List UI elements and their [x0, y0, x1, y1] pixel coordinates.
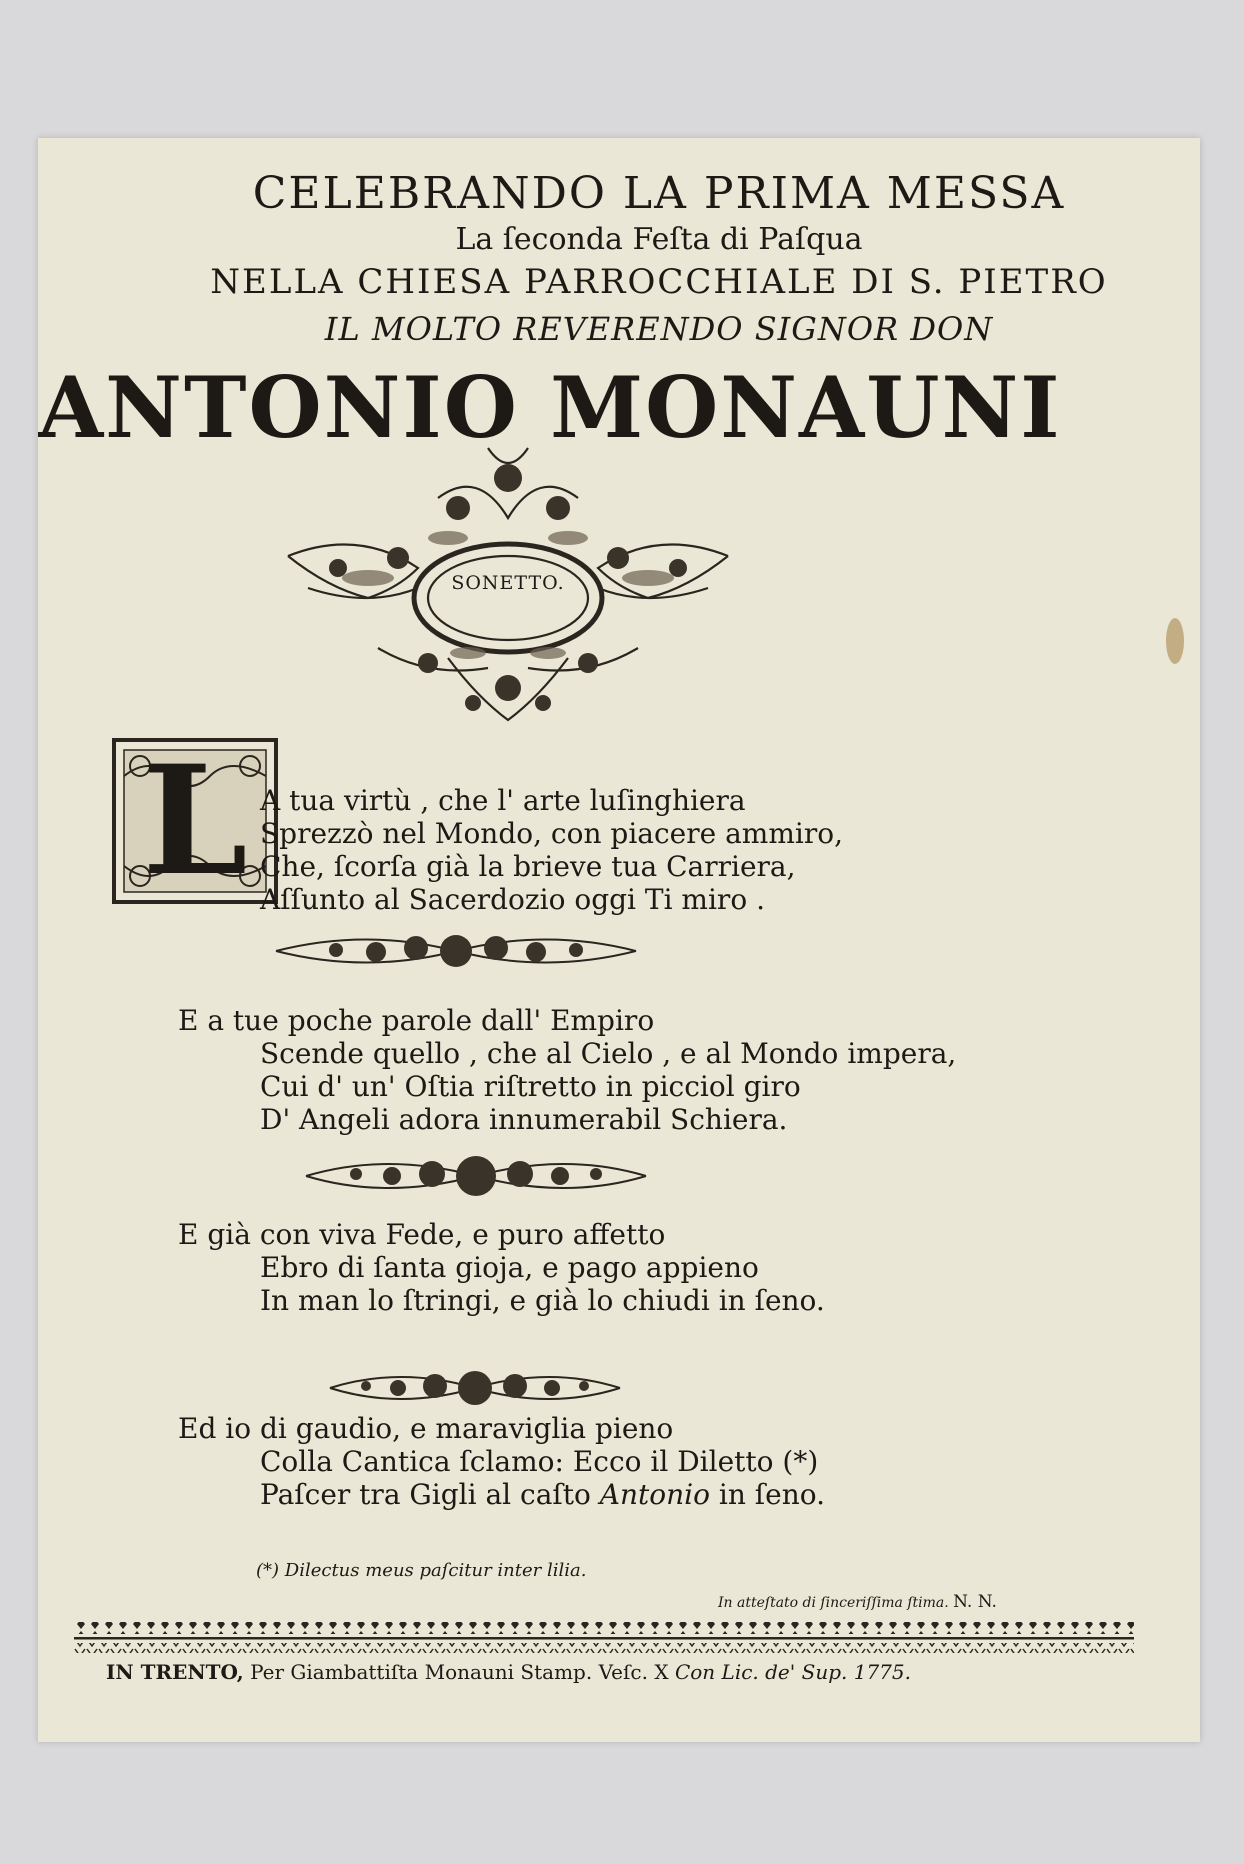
- broadside-sheet: [38, 138, 1200, 1742]
- title-line-4: IL MOLTO REVERENDO SIGNOR DON: [324, 310, 994, 348]
- stanza-4-line-3-end: in ſeno.: [709, 1478, 826, 1511]
- title-line-2: La ſeconda Feſta di Paſqua: [455, 222, 863, 257]
- sonetto-label: SONETTO.: [451, 572, 565, 594]
- attestation-text: In atteſtato di ſinceriſſima ſtima.: [718, 1595, 949, 1611]
- stanza-2-line-4: D' Angeli adora innumerabil Schiera.: [260, 1103, 788, 1136]
- paper-stain: [1166, 618, 1184, 664]
- ornamental-border-icon: [74, 1618, 1134, 1658]
- stanza-4-line-3-start: Paſcer tra Gigli al caſto: [260, 1478, 600, 1511]
- imprint-year: 1775.: [853, 1660, 911, 1684]
- stanza-1-line-1: A tua virtù , che l' arte luſinghiera: [260, 784, 746, 817]
- imprint-license: Con Lic. de' Sup.: [674, 1660, 848, 1684]
- stanza-1-line-2: Sprezzò nel Mondo, con piacere ammiro,: [260, 817, 843, 850]
- stanza-3-line-2: Ebro di ſanta gioja, e pago appieno: [260, 1251, 759, 1284]
- stanza-2-line-1: E a tue poche parole dall' Empiro: [178, 1004, 655, 1037]
- stanza-2-line-3: Cui d' un' Oſtia riſtretto in picciol giro: [260, 1070, 801, 1103]
- title-line-3: NELLA CHIESA PARROCCHIALE DI S. PIETRO: [210, 262, 1108, 302]
- footnote: (*) Dilectus meus paſcitur inter lilia.: [256, 1560, 587, 1581]
- imprint-place: IN TRENTO,: [106, 1660, 244, 1684]
- stanza-1-line-4: Aſſunto al Sacerdozio oggi Ti miro .: [260, 883, 765, 916]
- stanza-1: [38, 784, 843, 916]
- stanza-4-name: Antonio: [599, 1478, 710, 1511]
- title-line-1: CELEBRANDO LA PRIMA MESSA: [252, 168, 1066, 219]
- attestation: [718, 1592, 997, 1612]
- imprint-line: [106, 1660, 911, 1684]
- initial-letter: L: [142, 733, 248, 909]
- stanza-2: [178, 1004, 956, 1136]
- floral-cartouche: [248, 438, 768, 728]
- imprint-printer: Per Giambattiſta Monauni Stamp. Veſc.: [250, 1660, 648, 1684]
- stanza-3-line-1: E già con viva Fede, e puro affetto: [178, 1218, 666, 1251]
- stanza-4: [178, 1412, 825, 1511]
- stanza-2-line-2: Scende quello , che al Cielo , e al Mondo impera,: [260, 1037, 957, 1070]
- attestation-initials: N. N.: [953, 1592, 997, 1612]
- imprint-separator: X: [654, 1660, 669, 1684]
- stanza-1-line-3: Che, ſcorſa già la brieve tua Carriera,: [260, 850, 796, 883]
- stanza-3: [178, 1218, 825, 1317]
- stanza-4-line-3: [178, 1478, 825, 1511]
- celebrant-name: ANTONIO MONAUNI: [38, 358, 1062, 457]
- floral-divider-icon: [296, 1138, 656, 1214]
- stanza-4-line-1: Ed io di gaudio, e maraviglia pieno: [178, 1412, 674, 1445]
- stanza-4-line-2: Colla Cantica ſclamo: Ecco il Diletto (*): [260, 1445, 819, 1478]
- floral-divider-icon: [266, 918, 646, 984]
- stanza-3-line-3: In man lo ſtringi, e già lo chiudi in ſeno.: [260, 1284, 825, 1317]
